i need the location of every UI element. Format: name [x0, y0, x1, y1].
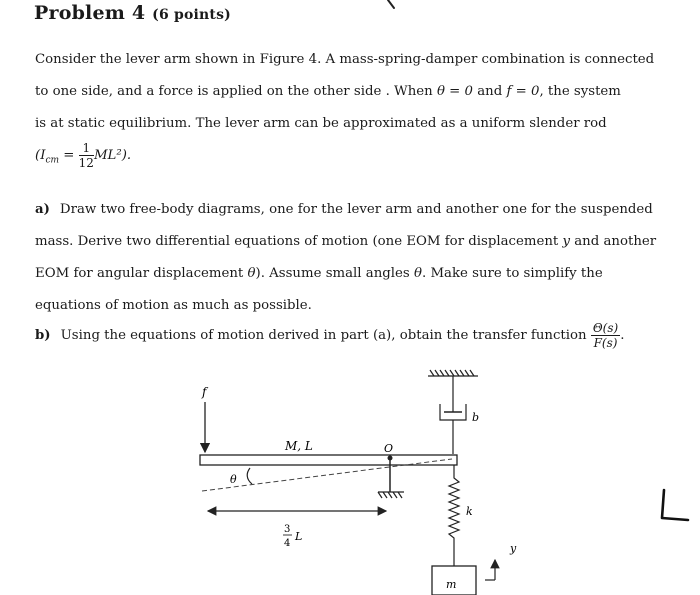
theta-zero: θ = 0 — [436, 84, 473, 99]
length-den: 4 — [284, 538, 291, 549]
inertia-formula: ($I_{cm}$ = $\frac{1}{12}$ ML²). — [35, 141, 132, 170]
spring-label: k — [466, 505, 473, 518]
pivot-label: O — [384, 442, 394, 455]
angle-label: θ — [230, 473, 237, 486]
displacement-indicator — [485, 560, 495, 580]
problem-points: (6 points) — [152, 7, 231, 23]
transfer-function: $\frac{\Theta(s)}{F(s)}$ — [592, 321, 619, 350]
intro-line-1: Consider the lever arm shown in Figure 4. A mass-spring-damper combination is connected — [35, 52, 655, 67]
handwritten-mark — [658, 488, 698, 528]
force-label: f — [202, 385, 207, 399]
force-zero: f = 0 — [506, 84, 540, 99]
fraction-one-twelfth: $\frac{1}{12}$ — [78, 141, 94, 170]
part-a-line-2: mass. Derive two differential equations of motion (one EOM for displacement y and another — [35, 234, 657, 249]
intro-line-2: to one side, and a force is applied on the other side . When θ = 0 and f = 0, the system — [35, 84, 621, 99]
part-a-line-1: a) Draw two free-body diagrams, one for the lever arm and another one for the suspended — [35, 202, 653, 217]
part-a-line-4: equations of motion as much as possible. — [35, 298, 312, 313]
part-b-line: b) Using the equations of motion derived in part (a), obtain the transfer function $\frac{\Theta(s)}{F(s)}$ . — [35, 321, 625, 350]
damper — [440, 376, 466, 454]
part-a-line-3: EOM for angular displacement θ). Assume small angles θ. Make sure to simplify the — [35, 266, 603, 281]
damper-label: b — [472, 411, 480, 424]
spring — [449, 465, 459, 566]
problem-title: Problem 4 — [34, 2, 146, 24]
part-a-label: a) — [35, 202, 50, 217]
angle-arc — [247, 468, 252, 484]
part-b-label: b) — [35, 328, 51, 343]
intro-line-3: is at static equilibrium. The lever arm can be approximated as a uniform slender rod — [35, 116, 607, 131]
length-var: L — [295, 530, 303, 543]
length-num: 3 — [284, 524, 291, 535]
displacement-label: y — [510, 542, 517, 555]
bar-label: M, L — [285, 439, 313, 453]
ceiling-support — [428, 370, 478, 376]
mass-label: m — [446, 578, 457, 591]
